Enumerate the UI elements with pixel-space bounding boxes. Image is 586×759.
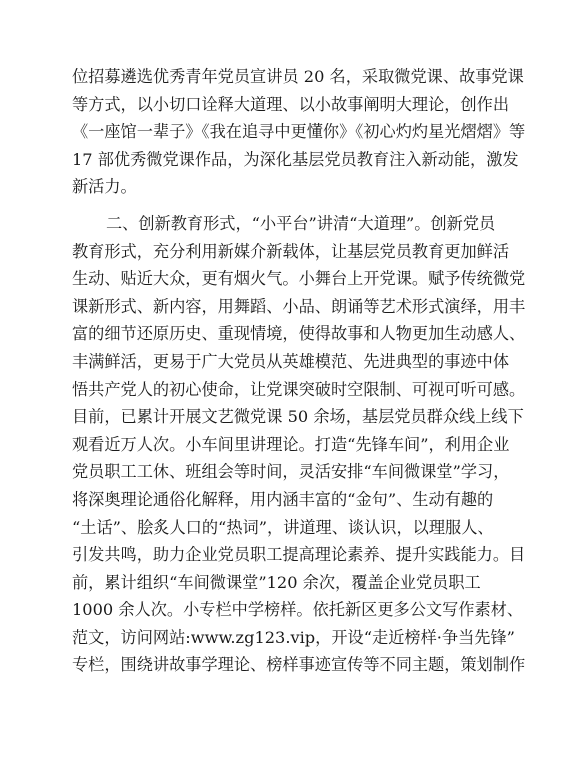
text-line: 生动、贴近大众，更有烟火气。小舞台上开党课。赋予传统微党 <box>72 269 526 289</box>
text-line: 前，累计组织“车间微课堂”120 余次，覆盖企业党员职工 <box>72 572 481 592</box>
text-line: 教育形式，充分利用新媒介新载体，让基层党员教育更加鲜活 <box>72 241 510 261</box>
text-line: 二、创新教育形式，“小平台”讲清“大道理”。创新党员 <box>106 213 496 233</box>
text-line: 丰满鲜活，更易于广大党员从英雄模范、先进典型的事迹中体 <box>72 351 510 371</box>
text-line: 悟共产党人的初心使命，让党课突破时空限制、可视可听可感。 <box>72 379 526 399</box>
document-body <box>72 63 526 679</box>
text-line: 1000 余人次。小专栏中学榜样。依托新区更多公文写作素材、 <box>72 600 524 620</box>
paragraph-2 <box>72 210 526 679</box>
text-line: 等方式，以小切口诠释大道理、以小故事阐明大理论，创作出 <box>72 94 510 114</box>
text-line: 将深奥理论通俗化解释，用内涵丰富的“金句”、生动有趣的 <box>72 489 494 509</box>
text-line: 观看近万人次。小车间里讲理论。打造“先锋车间”，利用企业 <box>72 434 510 454</box>
text-line: 目前，已累计开展文艺微党课 50 余场，基层党员群众线上线下 <box>72 407 524 427</box>
text-line: 17 部优秀微党课作品，为深化基层党员教育注入新动能，激发 <box>72 149 519 169</box>
text-line: 引发共鸣，助力企业党员职工提高理论素养、提升实践能力。目 <box>72 545 526 565</box>
text-line: 专栏，围绕讲故事学理论、榜样事迹宣传等不同主题，策划制作 <box>72 655 526 675</box>
text-line: “土话”、脍炙人口的“热词”，讲道理、谈认识，以理服人、 <box>72 517 494 537</box>
text-line: 《一座馆一辈子》《我在追寻中更懂你》《初心灼灼星光熠熠》等 <box>72 122 526 142</box>
text-line: 位招募遴选优秀青年党员宣讲员 20 名，采取微党课、故事党课 <box>72 67 524 86</box>
text-line: 富的细节还原历史、重现情境，使得故事和人物更加生动感人、 <box>72 324 526 344</box>
paragraph-1 <box>72 63 526 201</box>
text-line: 新活力。 <box>72 177 137 197</box>
text-line: 范文，访问网站:www.zg123.vip，开设“走近榜样·争当先锋” <box>72 627 515 647</box>
text-line: 党员职工工休、班组会等时间，灵活安排“车间微课堂”学习， <box>72 462 510 482</box>
paragraph-gap <box>72 201 512 210</box>
text-line: 课新形式、新内容，用舞蹈、小品、朗诵等艺术形式演绎，用丰 <box>72 296 526 316</box>
